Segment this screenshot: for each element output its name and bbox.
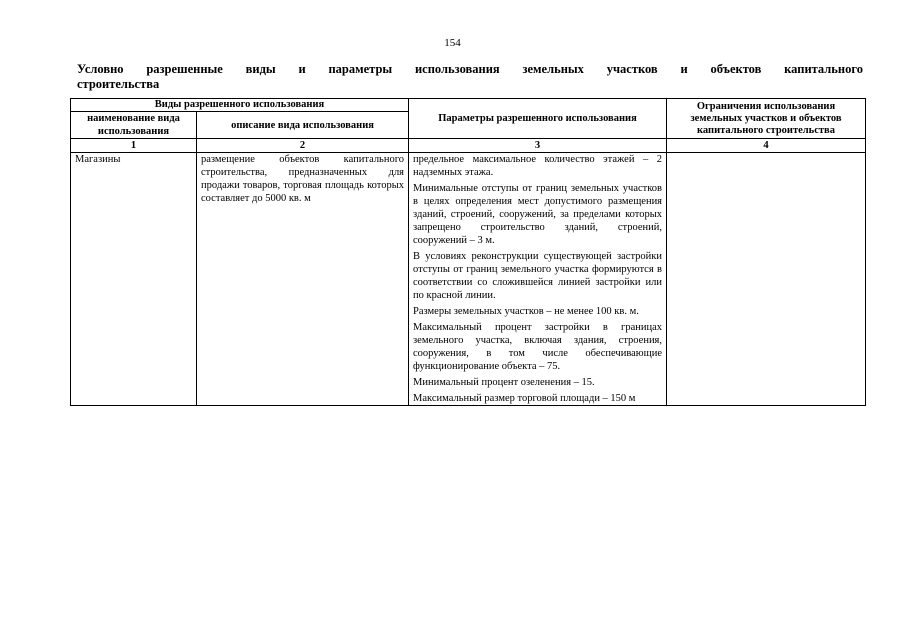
column-number: 1 (71, 139, 197, 153)
parameter-item: Минимальные отступы от границ земельных участков в целях определения мест допустимого размещения зданий, строений, сооружений, за пределами которых запрещено строительство зданий, строений, сооружений – 3 м. (413, 183, 663, 246)
title-line-1: Условно разрешенные виды и параметры использования земельных участков и объектов капитального (77, 62, 863, 76)
document-title (77, 62, 863, 92)
parameter-item: В условиях реконструкции существующей застройки отступы от границ земельного участка формируются в соответствии со сложившейся линией застройки или по красной линии. (413, 251, 663, 301)
usage-description-cell: размещение объектов капитального строительства, предназначенных для продажи товаров, торговая площадь которых составляет до 5000 кв. м (197, 153, 409, 406)
parameter-item: предельное максимальное количество этажей – 2 надземных этажа. (413, 154, 663, 178)
page-number: 154 (444, 37, 461, 49)
regulations-table (70, 98, 866, 406)
column-number: 2 (197, 139, 409, 153)
header-usage-name: наименование вида использования (71, 112, 197, 139)
table-row (71, 153, 866, 406)
parameter-item: Максимальный процент застройки в границах земельного участка, включая здания, строения, сооружения, в том числе обеспечивающие функционирование объекта – 75. (413, 322, 663, 372)
header-usage-description: описание вида использования (197, 112, 409, 139)
restrictions-cell (667, 153, 866, 406)
parameter-item: Максимальный размер торговой площади – 150 м (413, 393, 636, 404)
column-number: 4 (667, 139, 866, 153)
title-line-2: строительства (77, 77, 160, 91)
usage-name-cell: Магазины (71, 153, 197, 406)
parameter-item: Размеры земельных участков – не менее 100 кв. м. (413, 306, 639, 317)
parameters-cell (409, 153, 667, 406)
header-restrictions: Ограничения использования земельных участков и объектов капитального строительства (667, 99, 866, 139)
header-parameters: Параметры разрешенного использования (409, 99, 667, 139)
column-number: 3 (409, 139, 667, 153)
header-usage-types: Виды разрешенного использования (71, 99, 409, 112)
parameter-item: Минимальный процент озеленения – 15. (413, 377, 595, 388)
